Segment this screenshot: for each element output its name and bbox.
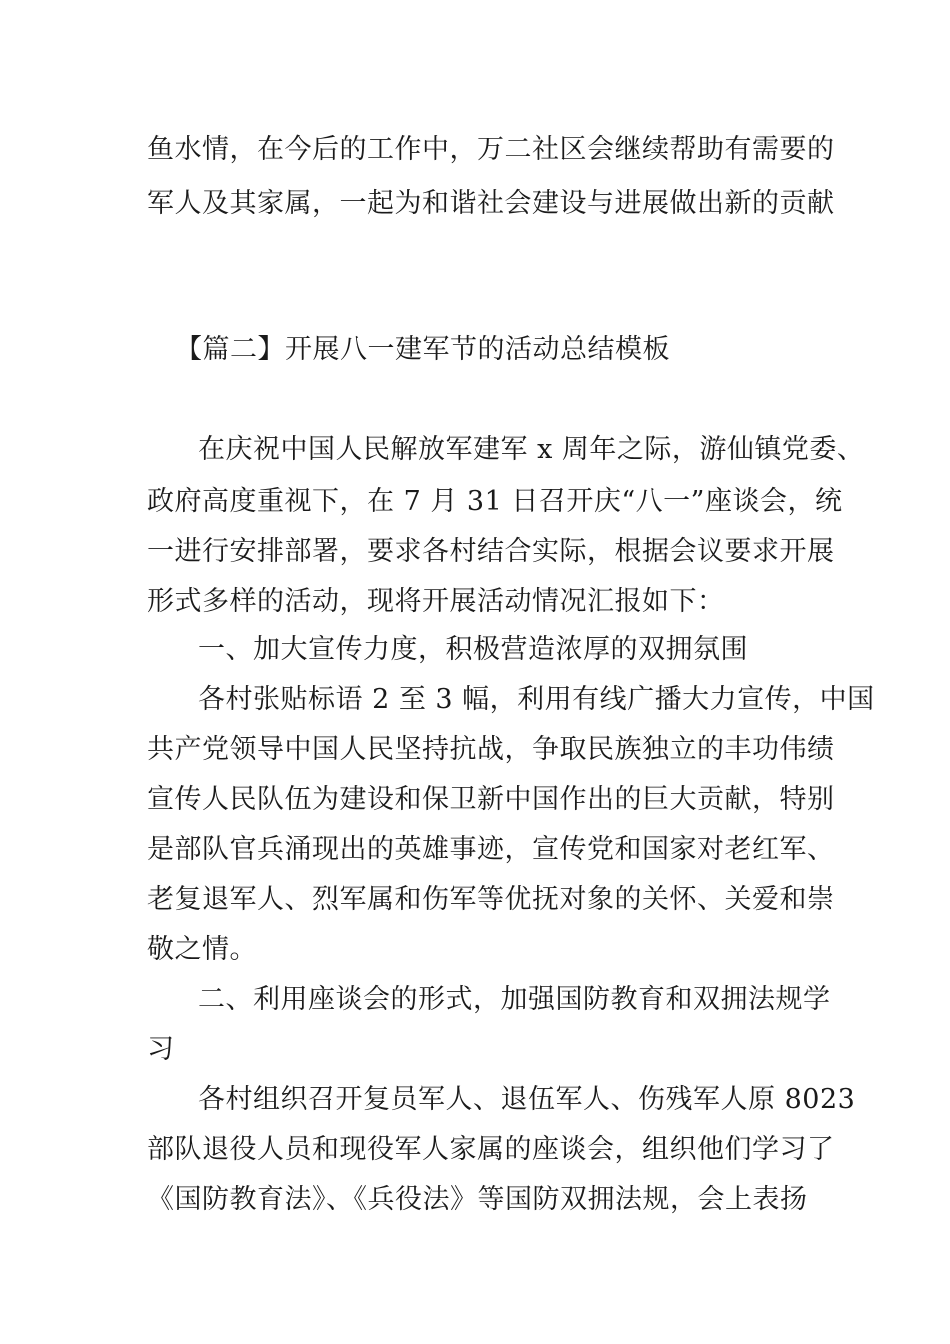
para3-line-1: 各村组织召开复员军人、退伍军人、伤残军人原 8023	[198, 1084, 856, 1115]
intro-line-2: 军人及其家属，一起为和谐社会建设与进展做出新的贡献	[147, 188, 835, 219]
heading-2-line-2: 习	[147, 1034, 175, 1065]
para2-line-4: 是部队官兵涌现出的英雄事迹，宣传党和国家对老红军、	[147, 834, 835, 865]
section-title: 【篇二】开展八一建军节的活动总结模板	[175, 334, 670, 365]
para1-line-3: 一进行安排部署，要求各村结合实际，根据会议要求开展	[147, 536, 835, 567]
heading-2-line-1: 二、利用座谈会的形式，加强国防教育和双拥法规学	[198, 984, 831, 1015]
para3-line-2: 部队退役人员和现役军人家属的座谈会，组织他们学习了	[147, 1134, 835, 1165]
heading-1: 一、加大宣传力度，积极营造浓厚的双拥氛围	[198, 634, 748, 665]
para2-line-3: 宣传人民队伍为建设和保卫新中国作出的巨大贡献，特别	[147, 784, 835, 815]
para1-line-2: 政府高度重视下，在 7 月 31 日召开庆“八一”座谈会，统	[147, 486, 843, 517]
para2-line-5: 老复退军人、烈军属和伤军等优抚对象的关怀、关爱和崇	[147, 884, 835, 915]
para2-line-1: 各村张贴标语 2 至 3 幅，利用有线广播大力宣传，中国	[198, 684, 875, 715]
para1-line-1: 在庆祝中国人民解放军建军 x 周年之际，游仙镇党委、	[198, 434, 865, 465]
para1-line-4: 形式多样的活动，现将开展活动情况汇报如下：	[147, 586, 725, 617]
para2-line-2: 共产党领导中国人民坚持抗战，争取民族独立的丰功伟绩	[147, 734, 835, 765]
intro-line-1: 鱼水情，在今后的工作中，万二社区会继续帮助有需要的	[147, 134, 835, 165]
para2-line-6: 敬之情。	[147, 934, 257, 965]
para3-line-3: 《国防教育法》、《兵役法》等国防双拥法规，会上表扬	[147, 1184, 808, 1215]
